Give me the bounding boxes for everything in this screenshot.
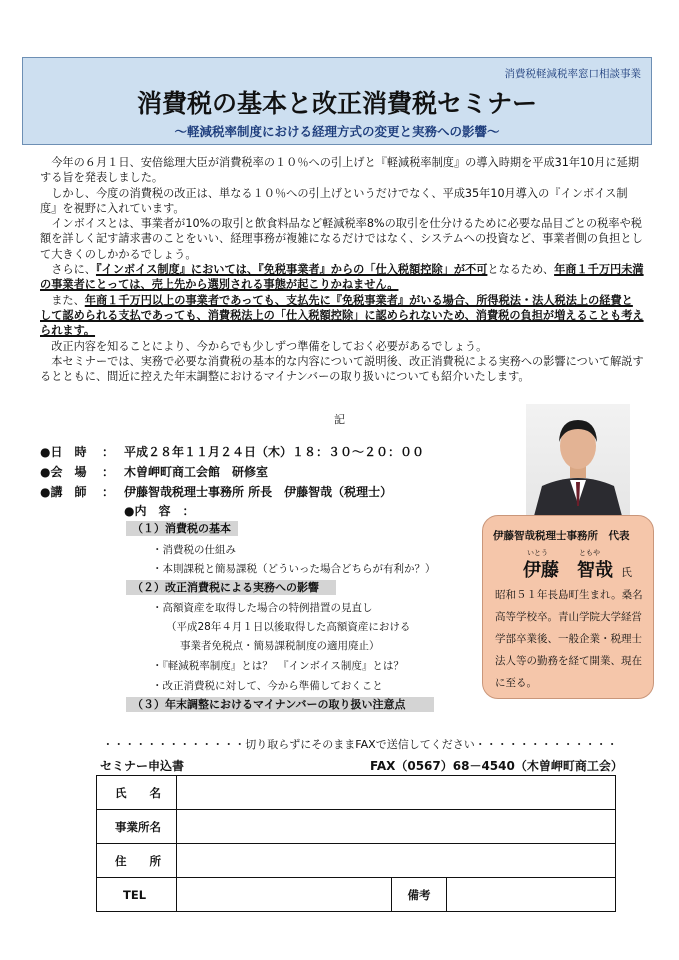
venue-label: ●会 場 — [40, 465, 87, 479]
page-subtitle: ～軽減税率制度における経理方式の変更と実務への影響～ — [174, 124, 500, 139]
list-item: ・高額資産を取得した場合の特例措置の見直し — [152, 602, 373, 614]
intro-paragraph: しかし、今度の消費税の改正は、単なる１０％への引上げというだけでなく、平成35年10月導入の『インボイス制度』を視野に入れています。 — [40, 186, 628, 215]
tel-label: TEL — [97, 878, 177, 912]
intro-fragment: さらに、 — [51, 263, 96, 277]
venue-value: 木曽岬町商工会館 研修室 — [124, 465, 269, 479]
cut-line: ・・・・・・・・・・・・・切り取らずにそのままFAXで送信してください・・・・・・・・・・・・・ — [102, 738, 618, 751]
fax-number: FAX（0567）68－4540（木曽岬町商工会） — [370, 759, 623, 773]
lecturer-value: 伊藤智哉税理士事務所 所長 伊藤智哉（税理士） — [124, 485, 393, 499]
form-title: セミナー申込書 — [100, 759, 185, 773]
intro-text — [40, 155, 644, 384]
contents-label: ●内 容 ： — [124, 504, 195, 518]
lecturer-photo — [526, 404, 630, 516]
lecturer-label: ●講 師 — [40, 485, 87, 499]
intro-paragraph — [40, 262, 644, 293]
intro-paragraph — [40, 293, 644, 339]
list-item: ・改正消費税に対して、今から準備しておくこと — [152, 680, 383, 692]
page-title: 消費税の基本と改正消費税セミナー — [136, 89, 537, 118]
list-item-note: 事業者免税点・簡易課税制度の適用廃止） — [180, 640, 380, 652]
profile-name: 伊藤 智哉 — [523, 560, 613, 581]
address-label: 住 所 — [97, 844, 177, 878]
emphasis-text: 『インボイス制度』においては、『免税事業者』からの「仕入税額控除」が不可 — [95, 263, 488, 277]
office-label: 事業所名 — [97, 810, 177, 844]
emphasis-text: 年商１千万円未満の事業者にとっては、売上先から選別される事態が起こりかねません。 — [40, 263, 644, 292]
table-row — [97, 878, 616, 912]
header-banner — [22, 57, 652, 145]
name-reading: ともや — [579, 549, 600, 557]
tel-field[interactable] — [177, 878, 392, 912]
date-value: 平成２８年１１月２４日（木）１８：３０～２０：００ — [124, 445, 425, 459]
organizer-label: 消費税軽減税率窓口相談事業 — [504, 68, 641, 80]
lecturer-portrait-icon — [526, 404, 630, 516]
table-row — [97, 810, 616, 844]
list-item: ・本則課税と簡易課税（どういった場合どちらが有利か？） — [152, 563, 436, 575]
section-heading: （２）改正消費税による実務への影響 — [126, 580, 336, 595]
list-item: ・消費税の仕組み — [152, 544, 236, 556]
date-label: ●日 時 — [40, 445, 87, 459]
colon: ： — [102, 445, 115, 459]
name-reading: いとう — [527, 549, 548, 557]
intro-paragraph: 今年の６月１日、安倍総理大臣が消費税率の１０％への引上げと『軽減税率制度』の導入時期を平成31年10月に延期する旨を発表しました。 — [40, 156, 640, 185]
table-row — [97, 776, 616, 810]
remarks-field[interactable] — [447, 878, 616, 912]
colon: ： — [102, 465, 115, 479]
list-item-note: （平成28年４月１日以後取得した高額資産における — [166, 621, 411, 633]
application-form — [96, 775, 616, 912]
intro-paragraph: インボイスとは、事業者が10%の取引と飲食料品など軽減税率8%の取引を仕分けるために必要な品目ごとの税率や税額を詳しく記す請求書のことをいい、経理事務が複雑になるだけではなく、システムへの投資など、事業者側の負担として大きくのしかかるでしょう。 — [40, 217, 643, 261]
name-field[interactable] — [177, 776, 616, 810]
intro-paragraph: 改正内容を知ることにより、今からでも少しずつ準備をしておく必要があるでしょう。 — [51, 339, 488, 353]
profile-honorific: 氏 — [621, 566, 632, 579]
colon: ： — [102, 485, 115, 499]
profile-office: 伊藤智哉税理士事務所 代表 — [493, 530, 630, 542]
venue-row — [40, 463, 268, 480]
lecturer-row — [40, 483, 392, 500]
remarks-label: 備考 — [392, 878, 447, 912]
section-heading: （１）消費税の基本 — [126, 521, 238, 536]
intro-paragraph: 本セミナーでは、実務で必要な消費税の基本的な内容について説明後、改正消費税による実務への影響について解説するとともに、間近に控えた年末調整におけるマイナンバーの取り扱いについても紹介いたします。 — [40, 354, 644, 384]
address-field[interactable] — [177, 844, 616, 878]
profile-bio: 昭和５１年長島町生まれ。桑名高等学校卒。青山学院大学経営学部卒業後、一般企業・税理士法人等の勤務を経て開業、現在に至る。 — [495, 589, 643, 689]
name-label: 氏 名 — [97, 776, 177, 810]
ki-heading: 記 — [334, 413, 345, 426]
office-field[interactable] — [177, 810, 616, 844]
list-item: ・『軽減税率制度』とは？ 『インボイス制度』とは？ — [152, 660, 404, 672]
emphasis-text: 年商１千万円以上の事業者であっても、支払先に『免税事業者』がいる場合、所得税法・法人税法上の経費として認められる支払であっても、消費税法上の「仕入税額控除」に認められないため、消費税の負担が増えることも考えられます。 — [40, 293, 644, 338]
table-row — [97, 844, 616, 878]
date-row — [40, 443, 424, 460]
intro-fragment: となるため、 — [487, 263, 555, 277]
section-heading: （３）年末調整におけるマイナンバーの取り扱い注意点 — [126, 697, 434, 712]
intro-fragment: また、 — [51, 293, 85, 307]
profile-card — [482, 515, 654, 699]
